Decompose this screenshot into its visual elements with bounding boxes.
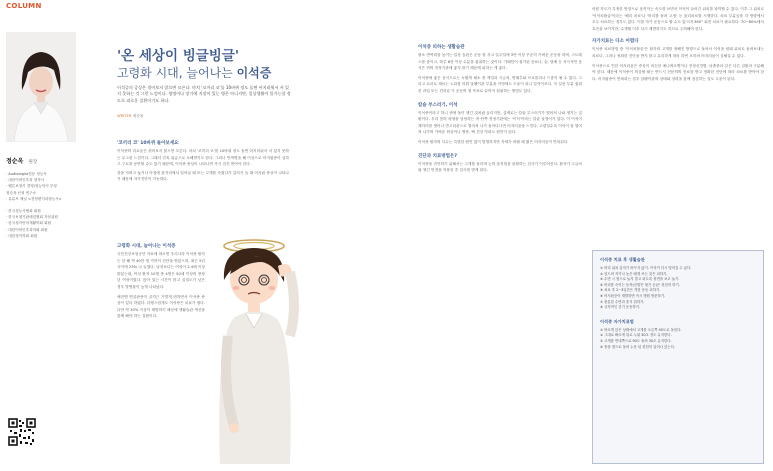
paragraph: 국민건강보험공단 자료에 따르면 우리나라 이석증 환자는 한 해 약 40만 명 가까이 진단을 받았으며, 최근 5년 사이에 23% 나 늘었다. 남성보다는 여성이 2.4배 이상 많았는데, 여성 환자 10명 중 4명은 50세 이상의 중장년 여성이었다. 앉아 있는 시간이 많고 골밀도가 낮은 경우 발병률이 높게 나타났다. bbox=[117, 252, 205, 289]
writer-label: WRITER bbox=[117, 114, 132, 118]
dizzy-woman-icon bbox=[206, 236, 300, 464]
column-1 bbox=[117, 140, 289, 183]
box-item: ④ 머리를 숙이는 동작(신발끈 묶기 등)은 천천히 하기. bbox=[600, 282, 680, 287]
credential: · 한국청능사협회 회원 bbox=[6, 209, 41, 214]
paragraph: 이석증 치료방법 중 '이석치환술'은 환자의 고개를 정해진 방향으로 돌려서 이석을 원래 위치로 돌려보내는 치료다. 그러나 정확한 진단을 받지 않고 무리하게 따라 하면 오히려 어지러움이 심해질 수 있다. bbox=[592, 47, 764, 58]
column-tag: COLUMN bbox=[6, 2, 42, 10]
author-photo bbox=[6, 32, 76, 142]
paragraph: 이석증에 좋은 음식으로는 녹황색 채소 중 케일과 시금치, 양배추와 브로콜리나 드릅이 될 수 있다. 그리고 토마토 재료는 노화를 미뤄 달팽이관 부분을 이명에도 도움이 되니 일석이조다. 꼭 실천 부분 섭취한 과일 또는 견과류 가 운동의 형 목표로 끝까지 섭취하는 방법도 있다. bbox=[418, 75, 582, 93]
paragraph: 이석증을 진단하기 위해서는 고개를 돌리며 눈의 움직임을 관찰하는 검사가 이루어진다. 환자가 고글처럼 생긴 안경을 착용한 후 검사를 받게 된다. bbox=[418, 161, 582, 173]
paragraph: 잠을 자려고 눕거나 아침에 잠자리에서 일어날 때 또는 고개를 숙였다가 갑자기 들 때 어지럼 증상이 나타나기 때문에 자가진단이 가능하다. bbox=[117, 170, 289, 182]
article-subtitle: 고령화 시대, 늘어나는 이석증 bbox=[117, 66, 272, 80]
box-item: ③ 고개를 반대쪽으로 90도 돌려 30초 유지한다. bbox=[600, 338, 672, 343]
writer-credit bbox=[117, 114, 143, 119]
box-heading: 이석증 자가치료법 bbox=[600, 318, 634, 324]
paragraph: 평소 면역력을 높이는 일상 습관은 운동 잘 자고 일주일에 3번 이상 꾸준히 가벼운 운동을 하며, 스트레스를 줄이고, 하루 8잔 이상 수분을 섭취하는 것이다. 카페인이 첨가된 음료나, 술, 담배 등 자극적인 음식은 귀의 전정기관에 좋지 않기 때문에 피하는 게 좋다. bbox=[418, 53, 582, 71]
box-item: ⑧ 규칙적인 걷기 운동하기. bbox=[600, 305, 641, 310]
author-profile bbox=[6, 148, 78, 239]
credential: · 한국보청기판매업협회 자문위원 bbox=[6, 215, 59, 220]
author-name: 정순옥 bbox=[6, 158, 24, 165]
credential: · 웰튼보청기 경영/청능학사 부장 bbox=[6, 184, 57, 189]
box-item: ② 엎드려 자거나 높은 베개 쓰는 것은 피하기. bbox=[600, 271, 668, 276]
qr-code-icon[interactable] bbox=[8, 418, 36, 446]
paragraph: 예전엔 연골판증이 골격근 가볍게 변하면서 이석증 증상이 있다 하였다. 다행스럽게도 이석증은 치료가 쉽다. 다만 약 30% 이상이 재발하기 때문에 생활습관 개선을 함께 해야 하는 질환이다. bbox=[117, 294, 205, 319]
box-item: ④ 몸을 옆으로 돌려 누운 뒤 천천히 일어나 앉는다. bbox=[600, 344, 675, 349]
subtitle-keyword: 이석증 bbox=[236, 66, 272, 80]
article-title: '온 세상이 빙글빙글' bbox=[117, 48, 239, 64]
box-item: ① 머리 위치 갑자기 바꾸지 않기. 이석이 다시 떨어질 수 있다. bbox=[600, 266, 692, 270]
paragraph: 이석증의 괴로움은 겪어보지 않으면 모른다. 마치 '코끼리 코'를 10바퀴 정도 돌면 어지러워서 서 있지 못하는 무그런 느낌이다. 그래서 간혹 위급으로 오해받기도 한다. 그러나 안색병을 해 이상으로 어지럼증이 심하고 구토를 동반할 수도 있기 때문에, 이석증 증상이 나타나면 즉시 검진 받아야 한다. bbox=[117, 149, 289, 167]
box-heading: 이석증 치료 후 생활습관 bbox=[600, 257, 645, 262]
credential: 청순옥 난청 연구소 bbox=[6, 190, 37, 195]
section-heading: 고령화 시대, 늘어나는 이석증 bbox=[117, 244, 176, 249]
paragraph: 어떤 각도가 특정한 방향으로 움직이는 속도를 보면서 이석이 들어간 위치를 파악할 수 있다. 이후 그 위치로 '이석치환술'이라는 '해리 치료'나 '머리를 돌려 고정' 등 물리치료를 시행한다. 치료 부분들을 각 방향에서 모두 치료하는 경우도 있다. 이를 자가 운동으로 할 수도 있으며 360° 회전 치료가 필요하다. 70~80%에서 호전을 보이지만, 수개월 이후 다시 재발하기도 하므로 주의해야 한다. bbox=[592, 7, 764, 31]
credential: · 유튜브 채널 <전정변이과청능사> bbox=[6, 196, 62, 201]
box-item: ③ 수면 시 옆으로 눕지 말고 되도록 정면을 보고 눕기. bbox=[600, 277, 680, 282]
author-portrait-icon bbox=[6, 32, 76, 142]
info-box bbox=[592, 250, 764, 464]
paragraph: 이석증으로 인한 어지러움은 증상이 비슷한 메니에르병이나 전정신경염, 뇌졸중과 같은 다른 질환과 구분해야 한다. 때문에 이석증이 의심될 때는 반드시 전문의의 진료를 받고 정확한 진단에 따라 치료를 받아야 한다. 어지럼증이 반복되는 경우 달팽이관의 상태와 청력을 함께 점검하는 것도 도움이 된다. bbox=[592, 63, 764, 81]
column-2 bbox=[418, 44, 582, 174]
paragraph: 이석증 환자의 다수는 특별한 원인 없이 발생하지만 자세가 바뀔 때 짧은 어지러움이 반복된다. bbox=[418, 139, 569, 144]
box-item: ① 바르게 앉은 상태에서 고개를 오른쪽 45도로 돌린다. bbox=[600, 327, 682, 332]
section-heading: 진단과 치료방법은? bbox=[418, 153, 457, 159]
section-heading: 칼슘 부스러기, 이석 bbox=[418, 102, 458, 108]
box-item: ② 그대로 빠르게 뒤로 누워 30초 정도 유지한다. bbox=[600, 333, 672, 338]
box-item: ⑦ 충분한 수면과 휴식 취하기. bbox=[600, 299, 645, 304]
section-heading: '코끼리 코' 10바퀴 돌아보세요 bbox=[117, 141, 179, 146]
dizzy-woman-illustration bbox=[206, 236, 300, 464]
author-role: 원장 bbox=[28, 160, 38, 165]
credential: · 대한이비인후과 청각사 bbox=[6, 178, 45, 183]
credential: · 대한청각학회 회원 bbox=[6, 233, 38, 238]
credential: · Audiologist전문 청능사 bbox=[6, 172, 47, 176]
column-1-lower bbox=[117, 243, 205, 320]
section-heading: 이석증 피하는 생활습관 bbox=[418, 45, 465, 50]
writer-name: 정순옥 bbox=[132, 114, 144, 118]
credential: · 한국청각언어재활학회 회원 bbox=[6, 221, 52, 226]
credential: · 대한이비인후과학회 회원 bbox=[6, 227, 48, 232]
paragraph: 이석증이라고 하니 귀에 돌이 생긴 것처럼 들리지만, 실제로는 칼슘 부스러기가 떨어져 나와 생기는 질환이다. 우리 몸의 평형을 담당하는 귀 안쪽 전정기관에는 '이석'이라는 칼슘 알갱이가 있다. 이 이석이 제자리를 벗어나 반고리관으로 떨어져 나가 돌아다니면 어지러움을 느낀다. 고령일수록 이석이 잘 떨어져 나가며 가벼운 외상이나 염증, 뼈 건강 악화도 원인이 된다. bbox=[418, 110, 582, 135]
box-item: ⑥ 어지럼증이 재발하면 즉시 병원 방문하기. bbox=[600, 293, 666, 298]
box-item: ⑤ 치료 후 2~3일간은 격한 운동 피하기. bbox=[600, 288, 661, 293]
column-3 bbox=[592, 6, 764, 82]
article-lead: 이석증의 증상은 겪어보지 않으면 모른다. 마치 '코끼리 코'를 10바퀴 정도 돌면 어지러워서 서 있지 못하는 것 그런 느낌이다. 생명이나 장기에 지장이 있는 병은 아니지만, 일상생활이 불가능할 정도로 괴로운 질환이기도 하다. bbox=[117, 85, 291, 103]
section-heading: 자가치료는 다소 어렵다 bbox=[592, 39, 639, 45]
